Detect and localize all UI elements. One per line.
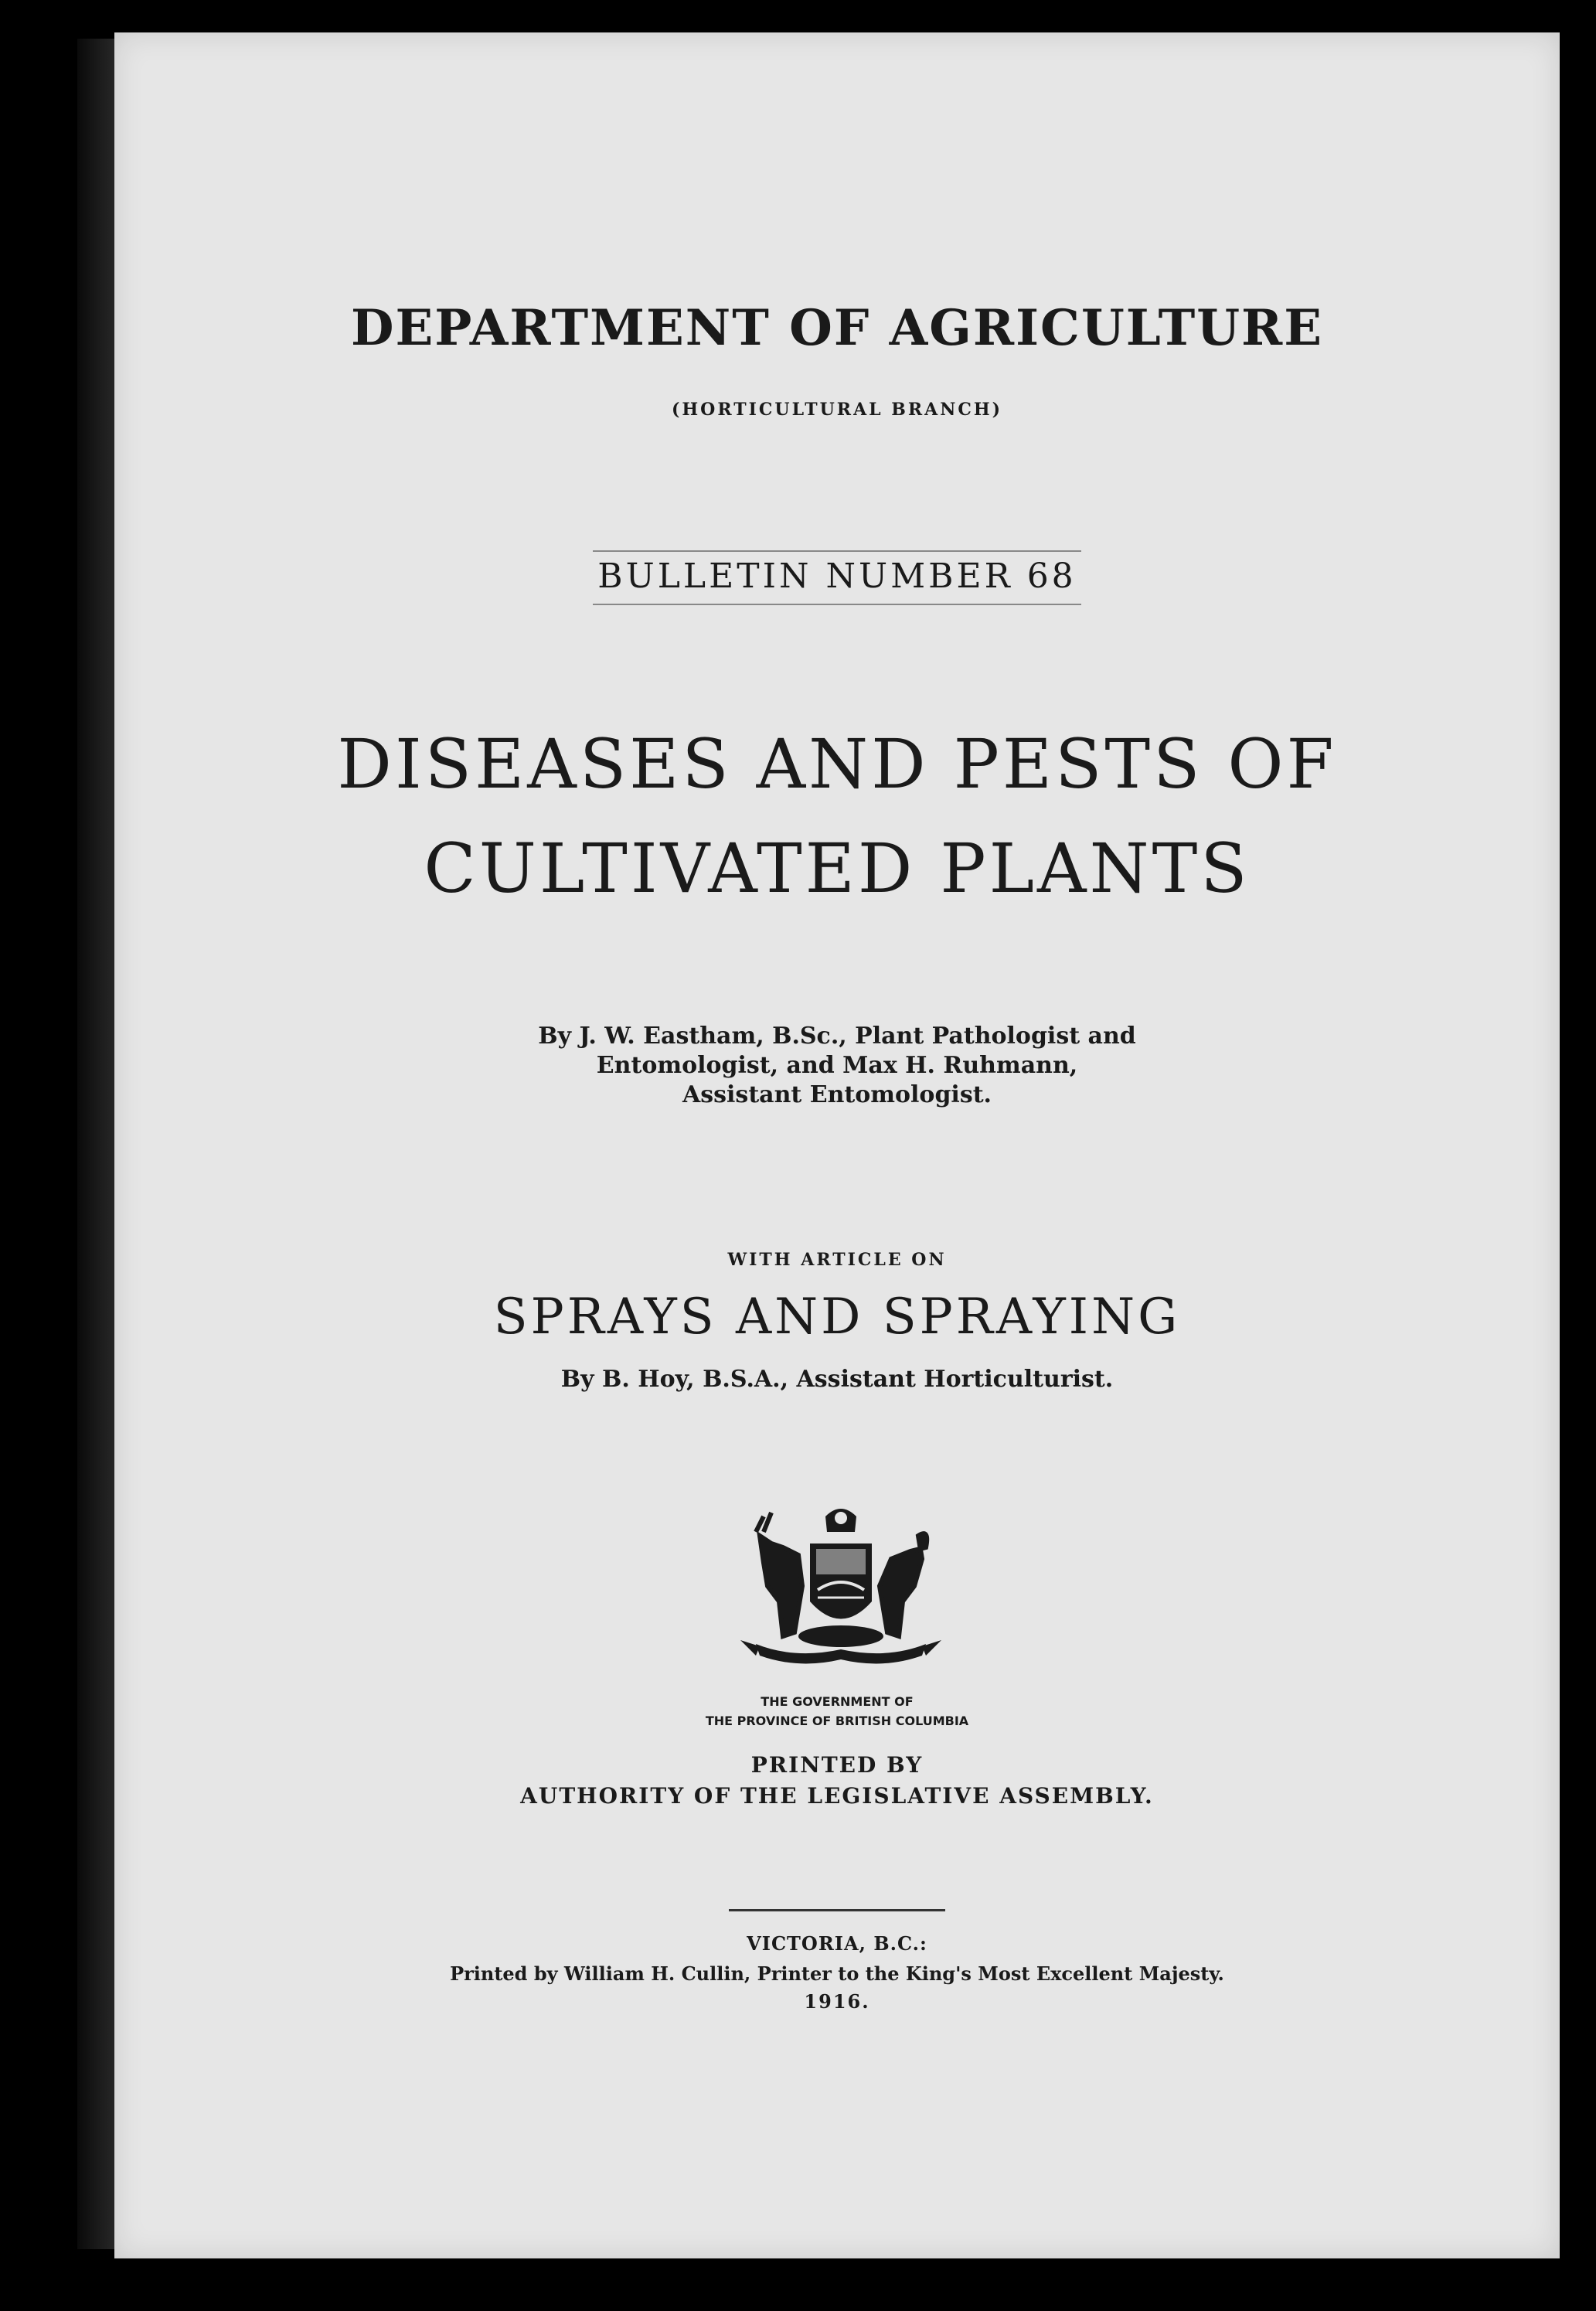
- main-title-line-1: DISEASES AND PESTS OF: [337, 724, 1337, 804]
- article-title: SPRAYS AND SPRAYING: [493, 1288, 1181, 1346]
- imprint-printer: Printed by William H. Cullin, Printer to the King's Most Excellent Majesty.: [450, 1962, 1224, 1985]
- authors-line-1: By J. W. Eastham, B.Sc., Plant Pathologist and: [538, 1023, 1136, 1050]
- divider-rule: [729, 1909, 945, 1911]
- authors-line-3: Assistant Entomologist.: [682, 1081, 992, 1108]
- authors-block: [114, 1022, 1560, 1110]
- title-page: [114, 32, 1560, 2258]
- imprint-place: VICTORIA, B.C.:: [747, 1932, 927, 1955]
- main-title-line-2: CULTIVATED PLANTS: [424, 829, 1251, 908]
- book-binding-edge: [77, 39, 120, 2249]
- bulletin-number: BULLETIN NUMBER 68: [593, 550, 1080, 605]
- coat-of-arms-icon: [725, 1501, 957, 1686]
- with-article-label: WITH ARTICLE ON: [727, 1250, 947, 1270]
- printed-by-line-1: PRINTED BY: [750, 1752, 924, 1778]
- article-byline: By B. Hoy, B.S.A., Assistant Horticulturist.: [560, 1366, 1114, 1393]
- printed-by-line-2: AUTHORITY OF THE LEGISLATIVE ASSEMBLY.: [520, 1783, 1154, 1809]
- bulletin-number-block: [114, 550, 1560, 605]
- department-heading: DEPARTMENT OF AGRICULTURE: [351, 299, 1323, 357]
- branch-subheading: (HORTICULTURAL BRANCH): [671, 400, 1003, 420]
- crest-caption-line-1: THE GOVERNMENT OF: [761, 1694, 914, 1709]
- crest-caption-line-2: THE PROVINCE OF BRITISH COLUMBIA: [705, 1714, 969, 1728]
- imprint-year: 1916.: [804, 1990, 870, 2013]
- authors-line-2: Entomologist, and Max H. Ruhmann,: [596, 1052, 1078, 1079]
